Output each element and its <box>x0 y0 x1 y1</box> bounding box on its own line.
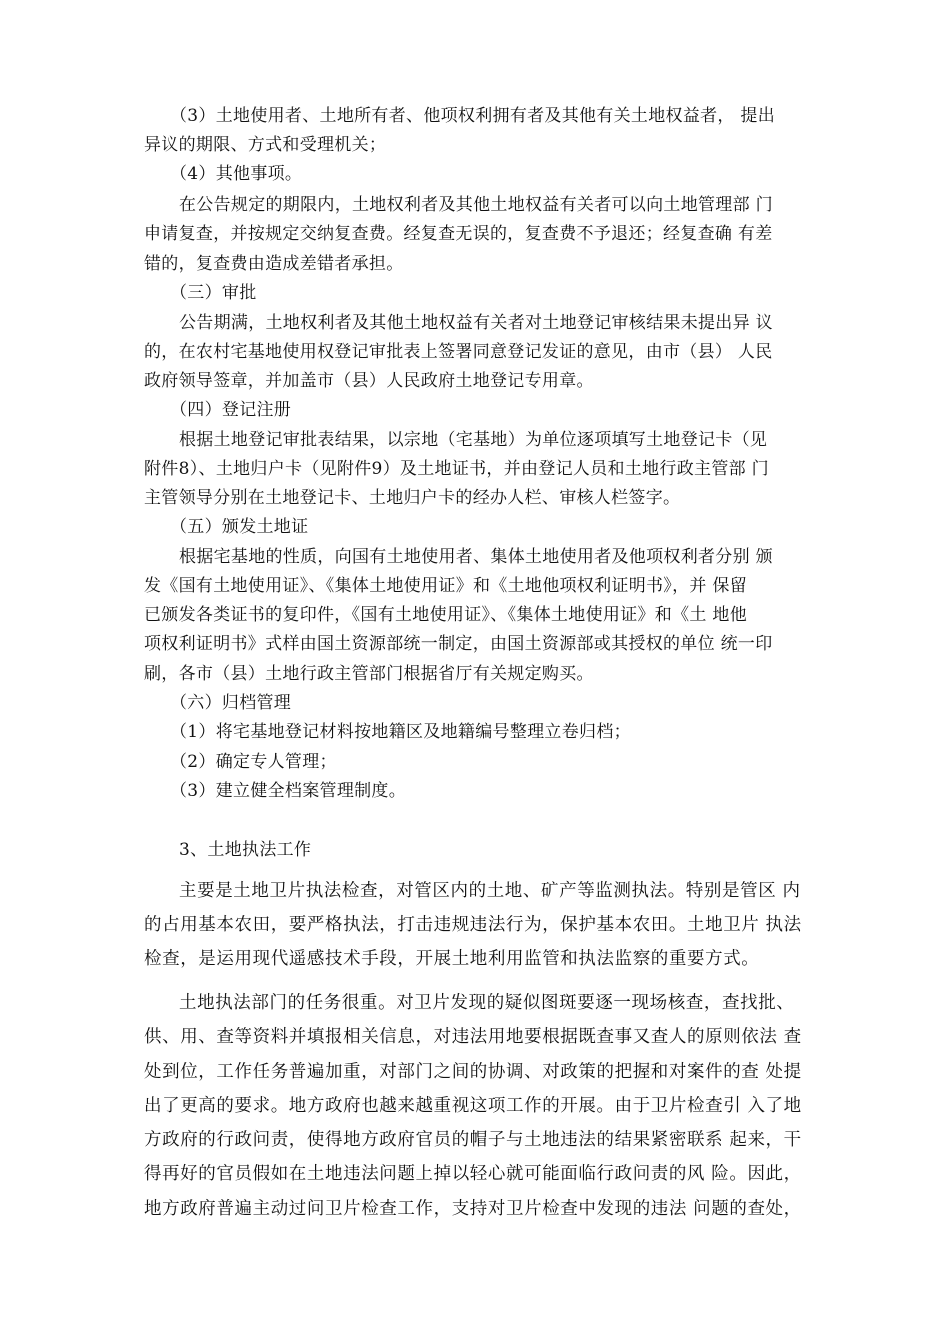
heading-archive: （六）归档管理 <box>170 693 292 713</box>
archive-item-3: （3）建立健全档案管理制度。 <box>170 781 407 801</box>
para-register-line-2: 附件8）、土地归户卡（见附件9）及土地证书，并由登记人员和土地行政主管部 门 <box>144 459 769 479</box>
para-approval-line-3: 政府领导签章，并加盖市（县）人民政府土地登记专用章。 <box>144 371 594 391</box>
heading-approval: （三）审批 <box>170 283 257 303</box>
para-1-line-3: 检查，是运用现代遥感技术手段，开展土地利用监管和执法监察的重要方式。 <box>144 949 760 969</box>
section-heading-law-enforcement: 3、土地执法工作 <box>179 840 312 860</box>
para-issue-line-3: 已颁发各类证书的复印件，《国有土地使用证》、《集体土地使用证》和《土 地他 <box>144 605 748 625</box>
item-3-line-2: 异议的期限、方式和受理机关； <box>144 135 387 155</box>
para-issue-line-5: 刷，各市（县）土地行政主管部门根据省厅有关规定购买。 <box>144 664 594 684</box>
para-1-line-2: 的占用基本农田，要严格执法，打击违规违法行为，保护基本农田。土地卫片 执法 <box>144 915 802 935</box>
para-register-line-1: 根据土地登记审批表结果，以宗地（宅基地）为单位逐项填写土地登记卡（见 <box>179 430 768 450</box>
para-2-line-6: 得再好的官员假如在土地违法问题上掉以轻心就可能面临行政问责的风 险。因此， <box>144 1164 802 1184</box>
para-2-line-4: 出了更高的要求。地方政府也越来越重视这项工作的开展。由于卫片检查引 入了地 <box>144 1096 802 1116</box>
para-issue-line-1: 根据宅基地的性质，向国有土地使用者、集体土地使用者及他项权利者分别 颁 <box>179 547 773 567</box>
para-review-line-1: 在公告规定的期限内，土地权利者及其他土地权益有关者可以向土地管理部 门 <box>179 195 773 215</box>
para-issue-line-2: 发《国有土地使用证》、《集体土地使用证》和《土地他项权利证明书》，并 保留 <box>144 576 748 596</box>
heading-register: （四）登记注册 <box>170 400 292 420</box>
para-register-line-3: 主管领导分别在土地登记卡、土地归户卡的经办人栏、审核人栏签字。 <box>144 488 681 508</box>
para-review-line-3: 错的，复查费由造成差错者承担。 <box>144 254 404 274</box>
item-3-line-1: （3）土地使用者、土地所有者、他项权利拥有者及其他有关土地权益者， 提出 <box>170 106 776 126</box>
para-2-line-1: 土地执法部门的任务很重。对卫片发现的疑似图斑要逐一现场核查，查找批、 <box>179 993 795 1013</box>
para-approval-line-2: 的，在农村宅基地使用权登记审批表上签署同意登记发证的意见，由市（县） 人民 <box>144 342 773 362</box>
para-2-line-7: 地方政府普遍主动过问卫片检查工作，支持对卫片检查中发现的违法 问题的查处， <box>144 1199 802 1219</box>
para-1-line-1: 主要是土地卫片执法检查，对管区内的土地、矿产等监测执法。特别是管区 内 <box>179 881 801 901</box>
heading-issue: （五）颁发土地证 <box>170 517 309 537</box>
para-2-line-5: 方政府的行政问责，使得地方政府官员的帽子与土地违法的结果紧密联系 起来，干 <box>144 1130 802 1150</box>
para-review-line-2: 申请复查，并按规定交纳复查费。经复查无误的，复查费不予退还；经复查确 有差 <box>144 224 773 244</box>
para-approval-line-1: 公告期满，土地权利者及其他土地权益有关者对土地登记审核结果未提出异 议 <box>179 313 773 333</box>
para-issue-line-4: 项权利证明书》式样由国土资源部统一制定，由国土资源部或其授权的单位 统一印 <box>144 634 773 654</box>
para-2-line-3: 处到位，工作任务普遍加重，对部门之间的协调、对政策的把握和对案件的查 处提 <box>144 1062 802 1082</box>
archive-item-1: （1）将宅基地登记材料按地籍区及地籍编号整理立卷归档； <box>170 722 631 742</box>
archive-item-2: （2）确定专人管理； <box>170 752 337 772</box>
para-2-line-2: 供、用、查等资料并填报相关信息，对违法用地要根据既查事又查人的原则依法 查 <box>144 1027 802 1047</box>
item-4: （4）其他事项。 <box>170 164 303 184</box>
